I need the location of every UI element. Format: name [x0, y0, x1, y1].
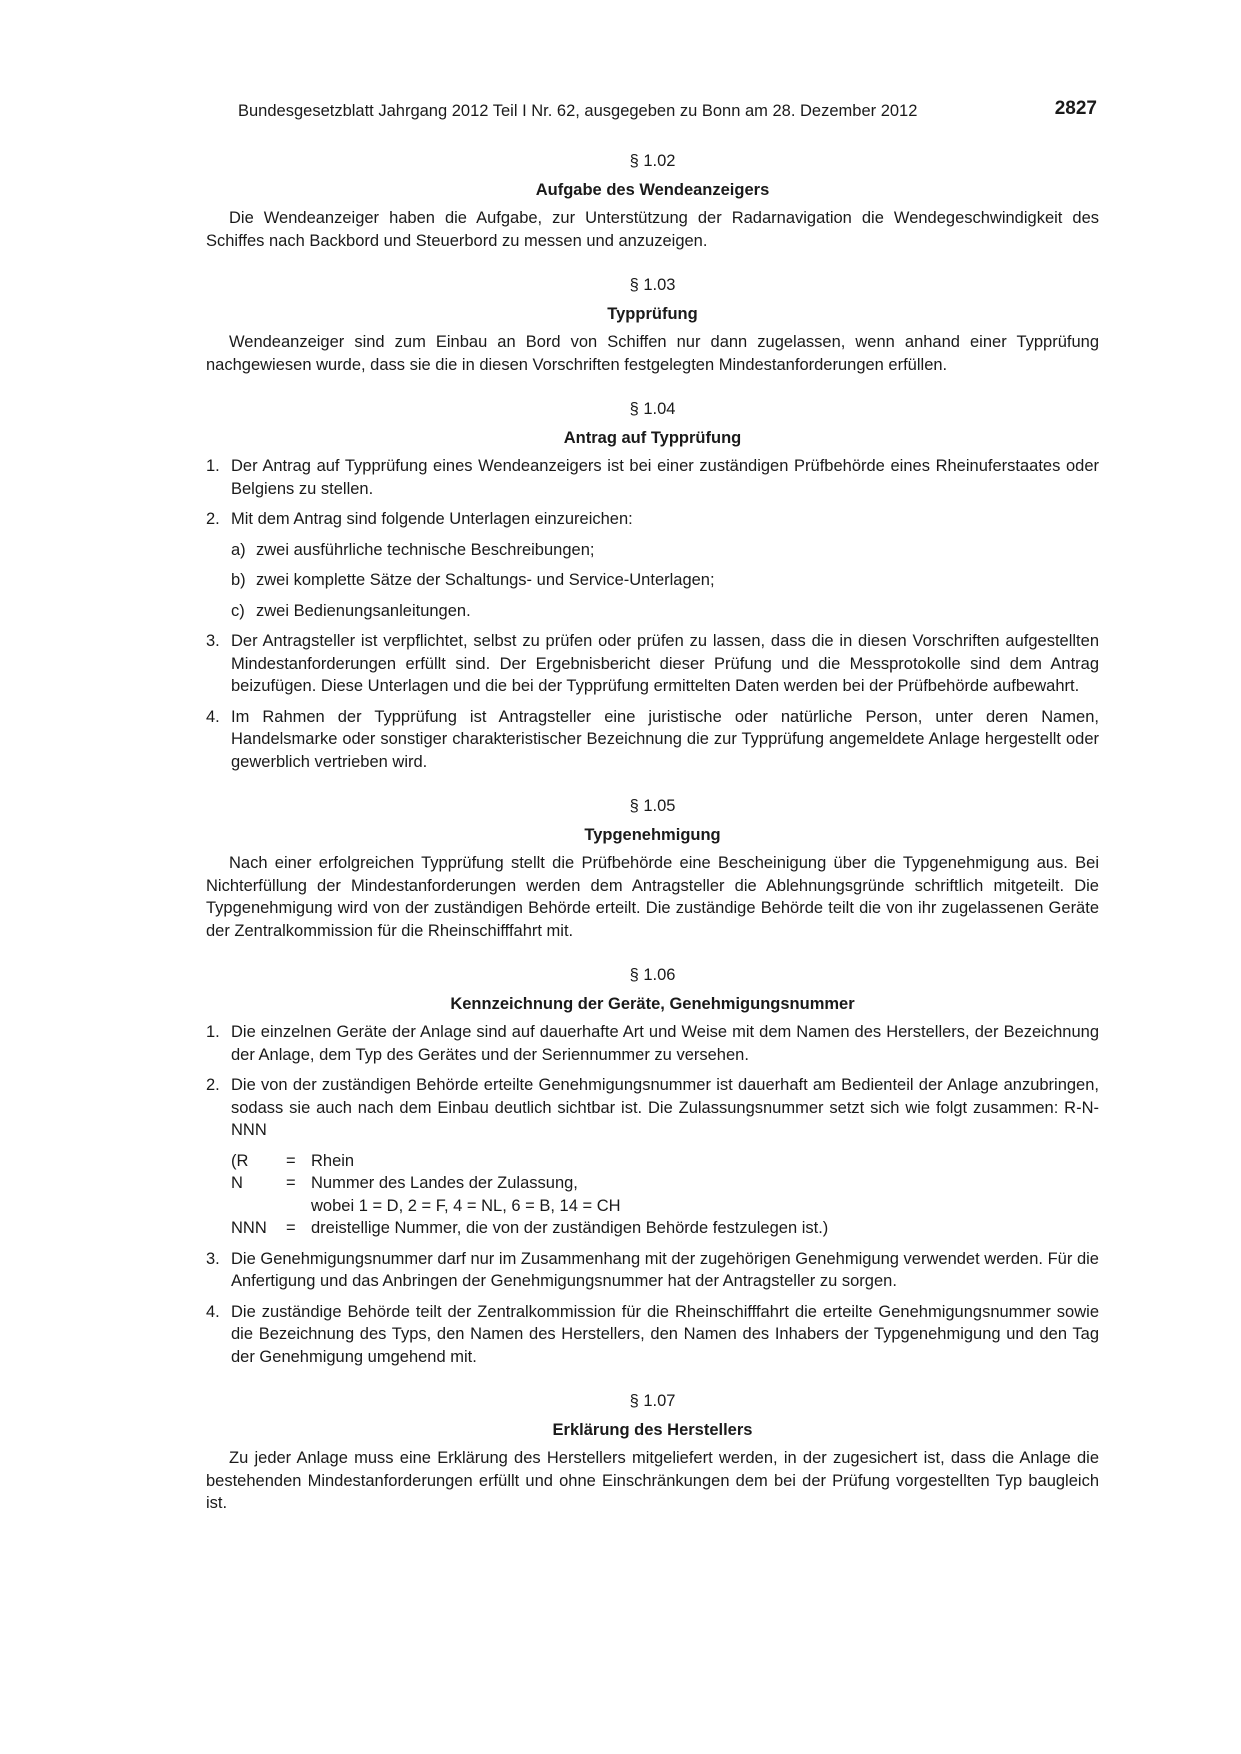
sub-list-item [231, 539, 1099, 562]
sub-item-text: zwei Bedienungsanleitungen. [256, 601, 471, 620]
page-header [205, 98, 1105, 124]
section-1-06 [206, 964, 1099, 1368]
item-number: 4. [206, 707, 220, 726]
numbered-list [206, 455, 1099, 773]
section-1-04 [206, 398, 1099, 773]
sub-item-text: zwei komplette Sätze der Schaltungs- und Service-Unterlagen; [256, 571, 715, 589]
item-text: Die zuständige Behörde teilt der Zentralkommission für die Rheinschifffahrt die erteilte Genehmigungsnummer sowie die Bezeichnung des Typs, den Namen des Herstellers, den Namen des Inhabers der Typgenehmigung und den Tag der Genehmigung umgehend mit. [231, 1302, 1099, 1366]
item-number: 3. [206, 1249, 220, 1268]
legend-description: Nummer des Landes der Zulassung, [311, 1174, 578, 1192]
list-item [206, 1301, 1099, 1369]
document-body [206, 150, 1099, 1515]
sub-list [231, 539, 1099, 623]
sub-item-label: b) [231, 571, 246, 589]
item-text: Die Genehmigungsnummer darf nur im Zusammenhang mit der zugehörigen Genehmigung verwendet werden. Für die Anfertigung und das Anbringen der Genehmigungsnummer hat der Antragsteller zu sorgen. [231, 1249, 1099, 1290]
list-item [206, 455, 1099, 500]
legend-equals [286, 1195, 311, 1218]
list-item [206, 630, 1099, 698]
legend-code: NNN [231, 1219, 267, 1237]
item-text: Der Antragsteller ist verpflichtet, selbst zu prüfen oder prüfen zu lassen, dass die in diesen Vorschriften aufgestellten Mindestanforderungen erfüllt sind. Der Ergebnisbericht dieser Prüfung und die Messprotokolle sind dem Antrag beizufügen. Diese Unterlagen und die bei der Typprüfung ermittelten Daten werden bei der Prüfbehörde aufbewahrt. [231, 632, 1099, 695]
item-number: 1. [206, 1023, 220, 1041]
legend-row [231, 1195, 828, 1218]
item-text: Im Rahmen der Typprüfung ist Antragsteller eine juristische oder natürliche Person, unter deren Namen, Handelsmarke oder sonstiger charakteristischer Bezeichnung die zur Typprüfung angemeldete Anlage hergestellt oder gewerblich vertrieben wird. [231, 707, 1099, 771]
legend-code: (R [231, 1151, 249, 1170]
legend-description: Rhein [311, 1151, 355, 1170]
section-1-07 [206, 1390, 1099, 1515]
list-item [206, 1021, 1099, 1066]
list-item [206, 1248, 1099, 1293]
item-number: 2. [206, 510, 220, 528]
item-number: 1. [206, 457, 220, 475]
section-title: Typgenehmigung [584, 825, 721, 844]
section-1-05 [206, 795, 1099, 942]
list-item [206, 508, 1099, 622]
sub-list-item [231, 569, 1099, 592]
legend-code [231, 1195, 286, 1218]
section-title: Aufgabe des Wendeanzeigers [535, 180, 770, 199]
section-number: § 1.03 [629, 276, 676, 294]
section-title: Typprüfung [607, 304, 698, 323]
numbered-list [206, 1021, 1099, 1368]
list-item [206, 706, 1099, 774]
section-title: Antrag auf Typprüfung [563, 428, 742, 447]
section-title: Erklärung des Herstellers [552, 1420, 753, 1439]
legend-row [231, 1217, 828, 1240]
section-text: Zu jeder Anlage muss eine Erklärung des Herstellers mitgeliefert werden, in der zugesichert ist, dass die Anlage die bestehenden Mindestanforderungen erfüllt und ohne Einschränkungen dem bei der Prüfung vorgestellten Typ baugleich ist. [206, 1449, 1099, 1512]
item-text: Die von der zuständigen Behörde erteilte Genehmigungsnummer ist dauerhaft am Bedienteil der Anlage anzubringen, sodass sie auch nach dem Einbau deutlich sichtbar ist. Die Zulassungsnummer setzt sich wie folgt zusammen: R-N-NNN [231, 1076, 1099, 1139]
section-number: § 1.07 [629, 1392, 676, 1410]
legend-code: N [231, 1174, 243, 1192]
legend-row [231, 1150, 828, 1173]
header-text: Bundesgesetzblatt Jahrgang 2012 Teil I Nr. 62, ausgegeben zu Bonn am 28. Dezember 2012 [238, 102, 918, 120]
sub-item-text: zwei ausführliche technische Beschreibungen; [256, 540, 595, 559]
section-number: § 1.05 [629, 797, 676, 815]
sub-item-label: a) [231, 540, 246, 559]
item-text: Die einzelnen Geräte der Anlage sind auf dauerhafte Art und Weise mit dem Namen des Herstellers, der Bezeichnung der Anlage, dem Typ des Gerätes und der Seriennummer zu versehen. [231, 1023, 1099, 1064]
legend-description: wobei 1 = D, 2 = F, 4 = NL, 6 = B, 14 = CH [311, 1196, 621, 1215]
item-number: 2. [206, 1076, 220, 1094]
sub-item-label: c) [231, 601, 245, 620]
legend-equals: = [286, 1219, 296, 1237]
section-1-02 [206, 150, 1099, 252]
section-number: § 1.04 [629, 400, 676, 418]
section-number: § 1.02 [629, 152, 676, 170]
list-item [206, 1074, 1099, 1240]
item-number: 3. [206, 632, 220, 650]
section-1-03 [206, 274, 1099, 376]
legend-equals: = [286, 1151, 296, 1170]
section-text: Nach einer erfolgreichen Typprüfung stellt die Prüfbehörde eine Bescheinigung über die Typgenehmigung aus. Bei Nichterfüllung der Mindestanforderungen werden dem Antragsteller die Ablehnungsgründe schriftlich mitgeteilt. Die Typgenehmigung wird von der zuständigen Behörde erteilt. Die zuständige Behörde teilt die von ihr zugelassenen Geräte der Zentralkommission für die Rheinschifffahrt mit. [206, 854, 1099, 940]
section-number: § 1.06 [629, 966, 676, 984]
legend-description: dreistellige Nummer, die von der zuständigen Behörde festzulegen ist.) [311, 1219, 829, 1237]
item-text: Mit dem Antrag sind folgende Unterlagen einzureichen: [231, 510, 633, 528]
section-text: Wendeanzeiger sind zum Einbau an Bord von Schiffen nur dann zugelassen, wenn anhand einer Typprüfung nachgewiesen wurde, dass sie die in diesen Vorschriften festgelegten Mindestanforderungen erfüllen. [206, 333, 1099, 374]
section-title: Kennzeichnung der Geräte, Genehmigungsnummer [450, 994, 855, 1013]
legend-row [231, 1172, 828, 1195]
item-text: Der Antrag auf Typprüfung eines Wendeanzeigers ist bei einer zuständigen Prüfbehörde eines Rheinuferstaates oder Belgiens zu stellen. [231, 457, 1099, 498]
item-number: 4. [206, 1302, 220, 1321]
sub-list-item [231, 600, 1099, 623]
legend-equals: = [286, 1174, 296, 1192]
page-number: 2827 [1054, 98, 1097, 119]
approval-number-legend [231, 1150, 828, 1240]
section-text: Die Wendeanzeiger haben die Aufgabe, zur Unterstützung der Radarnavigation die Wendegeschwindigkeit des Schiffes nach Backbord und Steuerbord zu messen und anzuzeigen. [206, 209, 1099, 250]
